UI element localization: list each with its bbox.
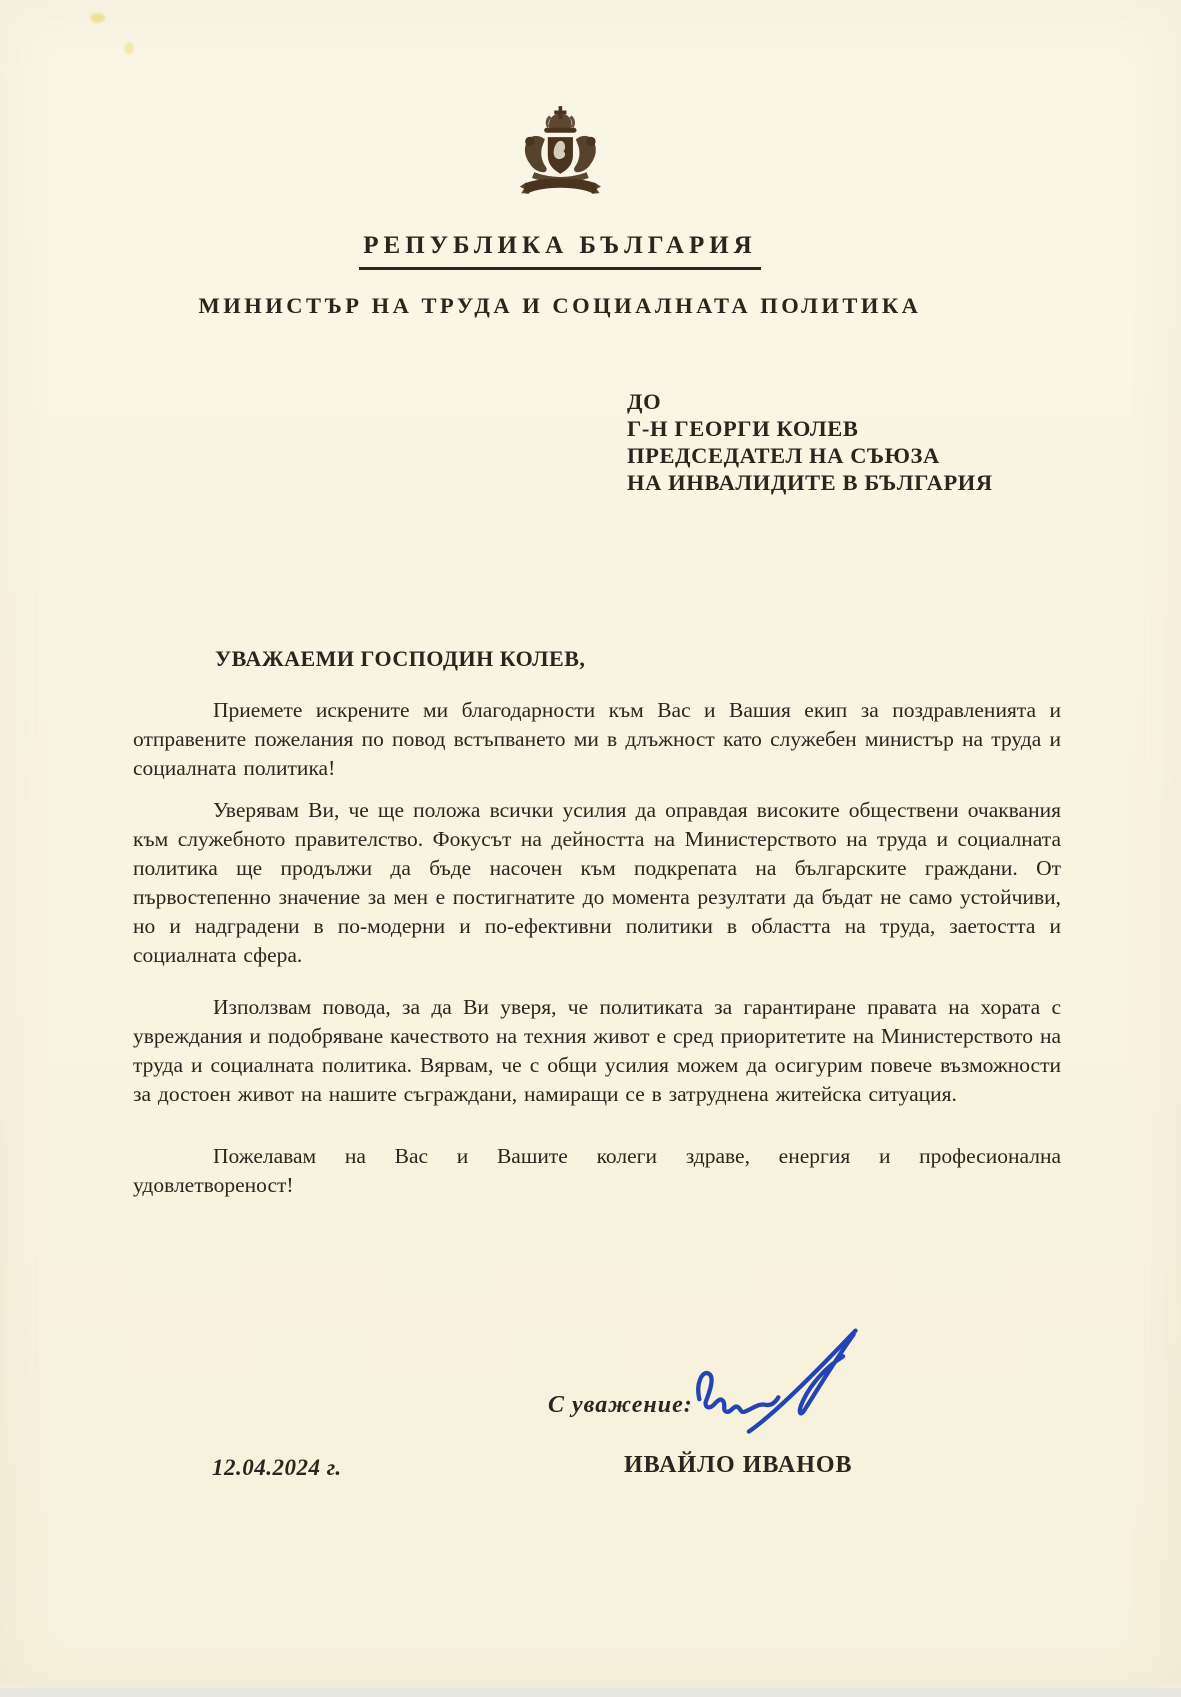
title-underline [359,267,761,270]
handwritten-signature-icon [686,1320,886,1446]
republic-title: РЕПУБЛИКА БЪЛГАРИЯ [363,232,757,259]
recipient-line: ПРЕДСЕДАТЕЛ НА СЪЮЗА [627,443,940,468]
salutation: УВАЖАЕМИ ГОСПОДИН КОЛЕВ, [215,646,586,671]
minister-title: МИНИСТЪР НА ТРУДА И СОЦИАЛНАТА ПОЛИТИКА [198,293,922,318]
recipient-line: ДО [627,389,662,414]
paragraph: Използвам повода, за да Ви уверя, че политиката за гарантиране правата на хората с увреждания и подобряване качеството на техния живот е сред приоритетите на Министерството на труда и социалната политика. Вярвам, че с общи усилия можем да осигурим повече възможности за достоен живот на нашите съграждани, намиращи се в затруднена житейска ситуация. [133,995,1061,1106]
paragraph: Пожелавам на Вас и Вашите колеги здраве, енергия и професионална удовлетвореност! [133,1144,1061,1197]
letterhead [0,104,1120,319]
recipient-block [627,388,993,496]
bulgarian-coat-of-arms-icon [506,104,614,219]
closing-label: С уважение: [548,1392,693,1418]
letter-date: 12.04.2024 г. [212,1455,342,1480]
scan-artifact [90,13,105,23]
scan-edge [0,1688,1181,1697]
letter-body [133,696,1061,1213]
recipient-line: НА ИНВАЛИДИТЕ В БЪЛГАРИЯ [627,470,993,495]
recipient-line: Г-Н ГЕОРГИ КОЛЕВ [627,416,859,441]
paragraph: Уверявам Ви, че ще положа всички усилия да оправдая високите обществени очаквания към служебното правителство. Фокусът на дейността на Министерството на труда и социалната политика ще продължи да бъде насочен към подкрепата на българските граждани. От първостепенно значение за мен е постигнатите до момента резултати да бъдат не само устойчиви, но и надградени в по-модерни и по-ефективни политики в областта на труда, заетостта и социалната сфера. [133,798,1061,967]
signer-name: ИВАЙЛО ИВАНОВ [624,1452,853,1478]
paragraph: Приемете искрените ми благодарности към Вас и Вашия екип за поздравленията и отправените пожелания по повод встъпването ми в длъжност като служебен министър на труда и социалната политика! [133,698,1061,780]
scan-artifact [124,42,134,55]
